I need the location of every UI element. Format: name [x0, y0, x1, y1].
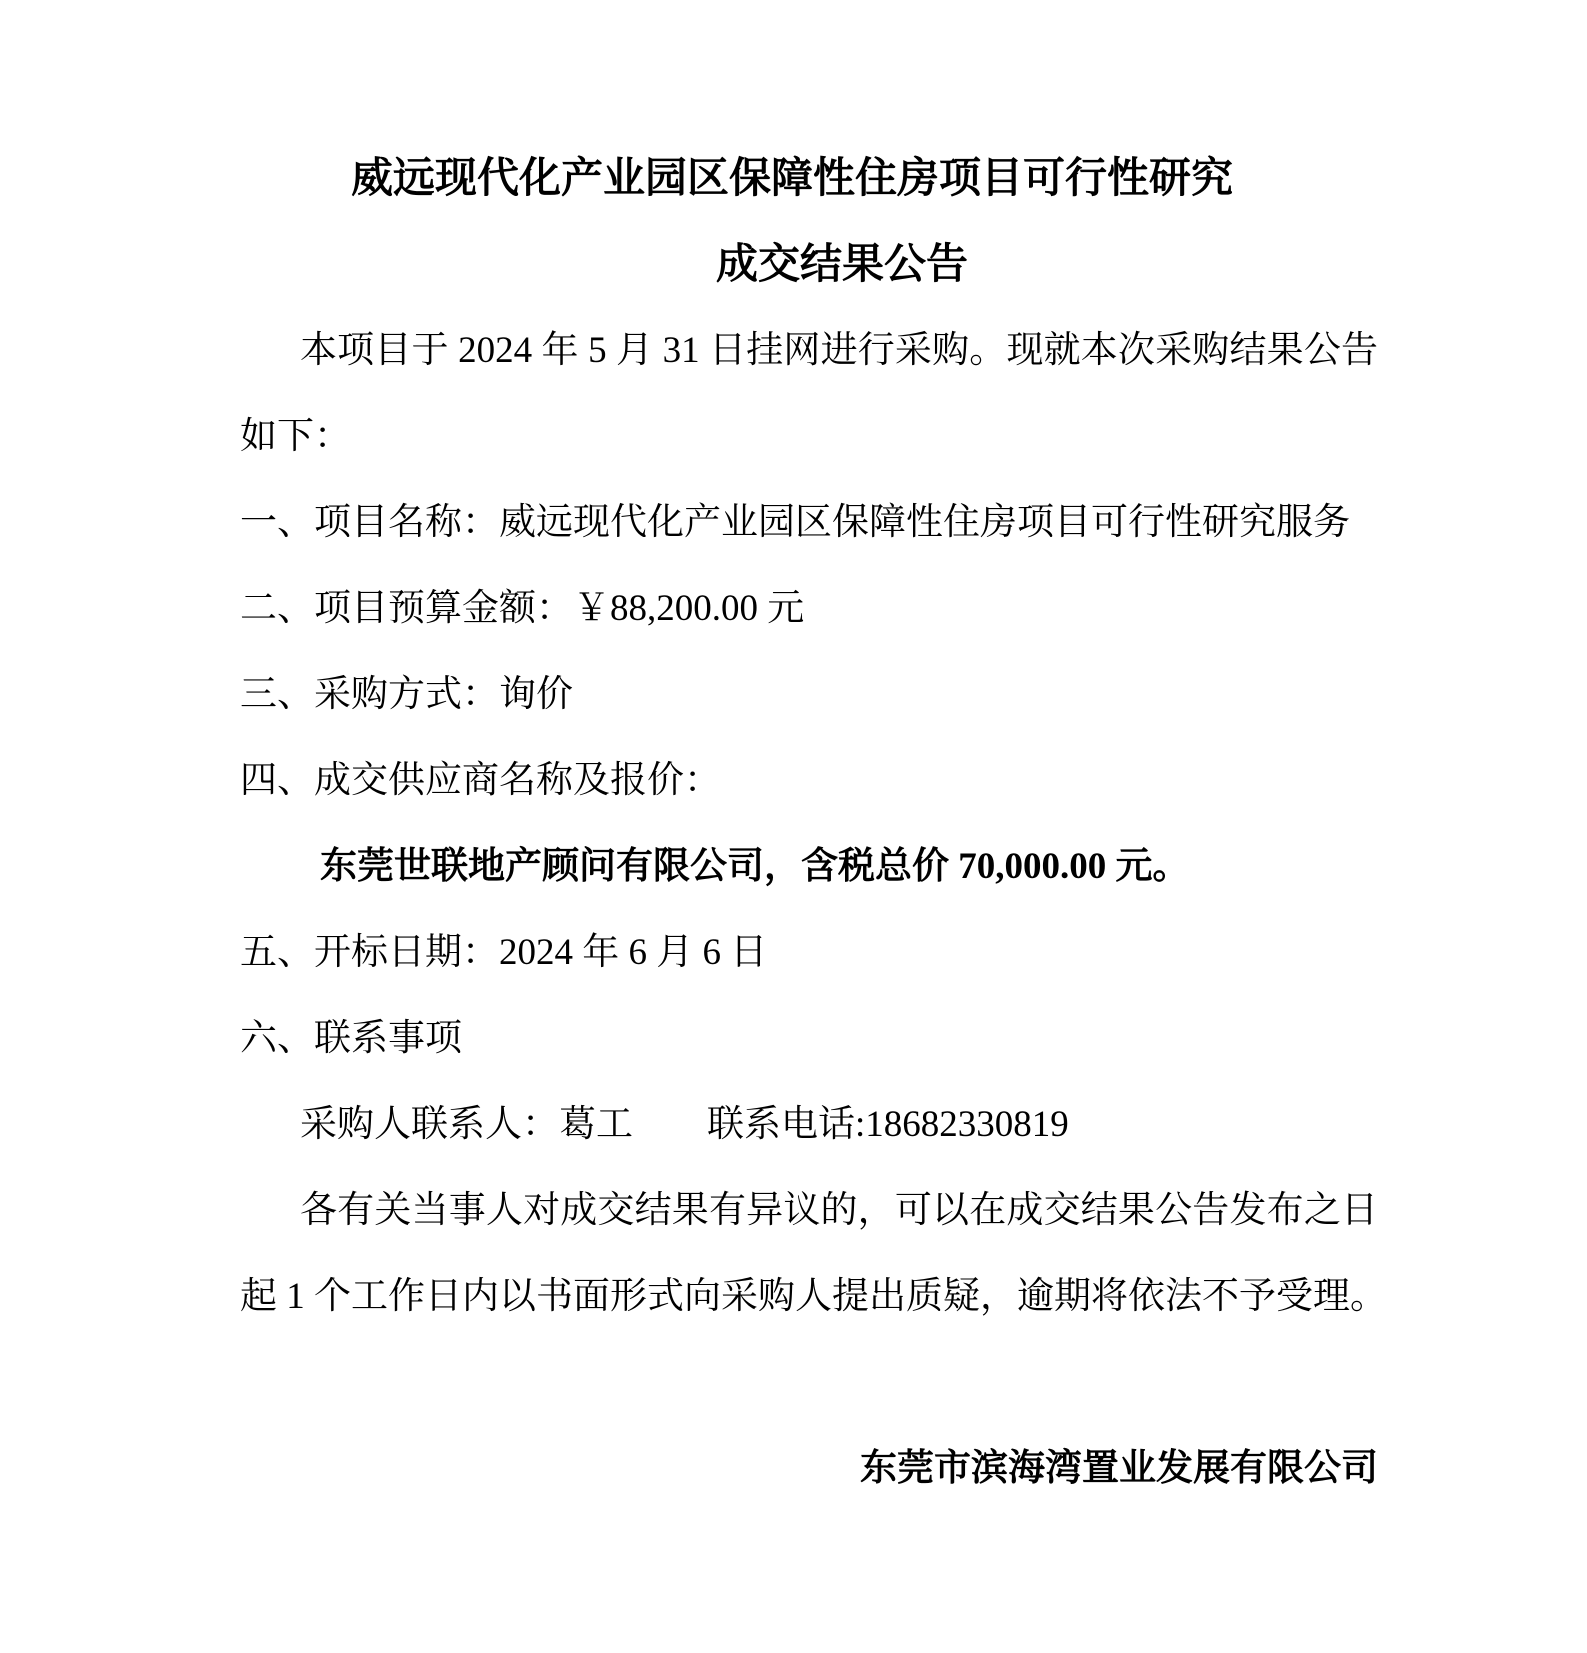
contact-person-and-phone: 采购人联系人：葛工 联系电话:18682330819 — [300, 1104, 1069, 1145]
document-title-line1: 威远现代化产业园区保障性住房项目可行性研究 — [350, 156, 1233, 202]
intro-paragraph-line2: 如下： — [240, 416, 351, 457]
objection-notice-line1: 各有关当事人对成交结果有异议的，可以在成交结果公告发布之日 — [300, 1190, 1378, 1231]
item-procurement-method: 三、采购方式：询价 — [240, 674, 573, 715]
intro-paragraph-line1: 本项目于 2024 年 5 月 31 日挂网进行采购。现就本次采购结果公告 — [300, 330, 1378, 371]
blank-line-spacer — [240, 1340, 1378, 1426]
item-contact-matters: 六、联系事项 — [240, 1018, 462, 1059]
item-winning-supplier-heading: 四、成交供应商名称及报价： — [240, 760, 721, 801]
item-budget-amount: 二、项目预算金额：￥88,200.00 元 — [240, 588, 805, 629]
document-title-line2: 成交结果公告 — [715, 242, 968, 288]
signature-company: 东莞市滨海湾置业发展有限公司 — [860, 1448, 1378, 1489]
winning-supplier-and-price: 东莞世联地产顾问有限公司，含税总价 70,000.00 元。 — [320, 846, 1190, 887]
item-bid-opening-date: 五、开标日期：2024 年 6 月 6 日 — [240, 932, 768, 973]
item-project-name: 一、项目名称：威远现代化产业园区保障性住房项目可行性研究服务 — [240, 502, 1350, 543]
objection-notice-line2: 起 1 个工作日内以书面形式向采购人提出质疑，逾期将依法不予受理。 — [240, 1276, 1387, 1317]
